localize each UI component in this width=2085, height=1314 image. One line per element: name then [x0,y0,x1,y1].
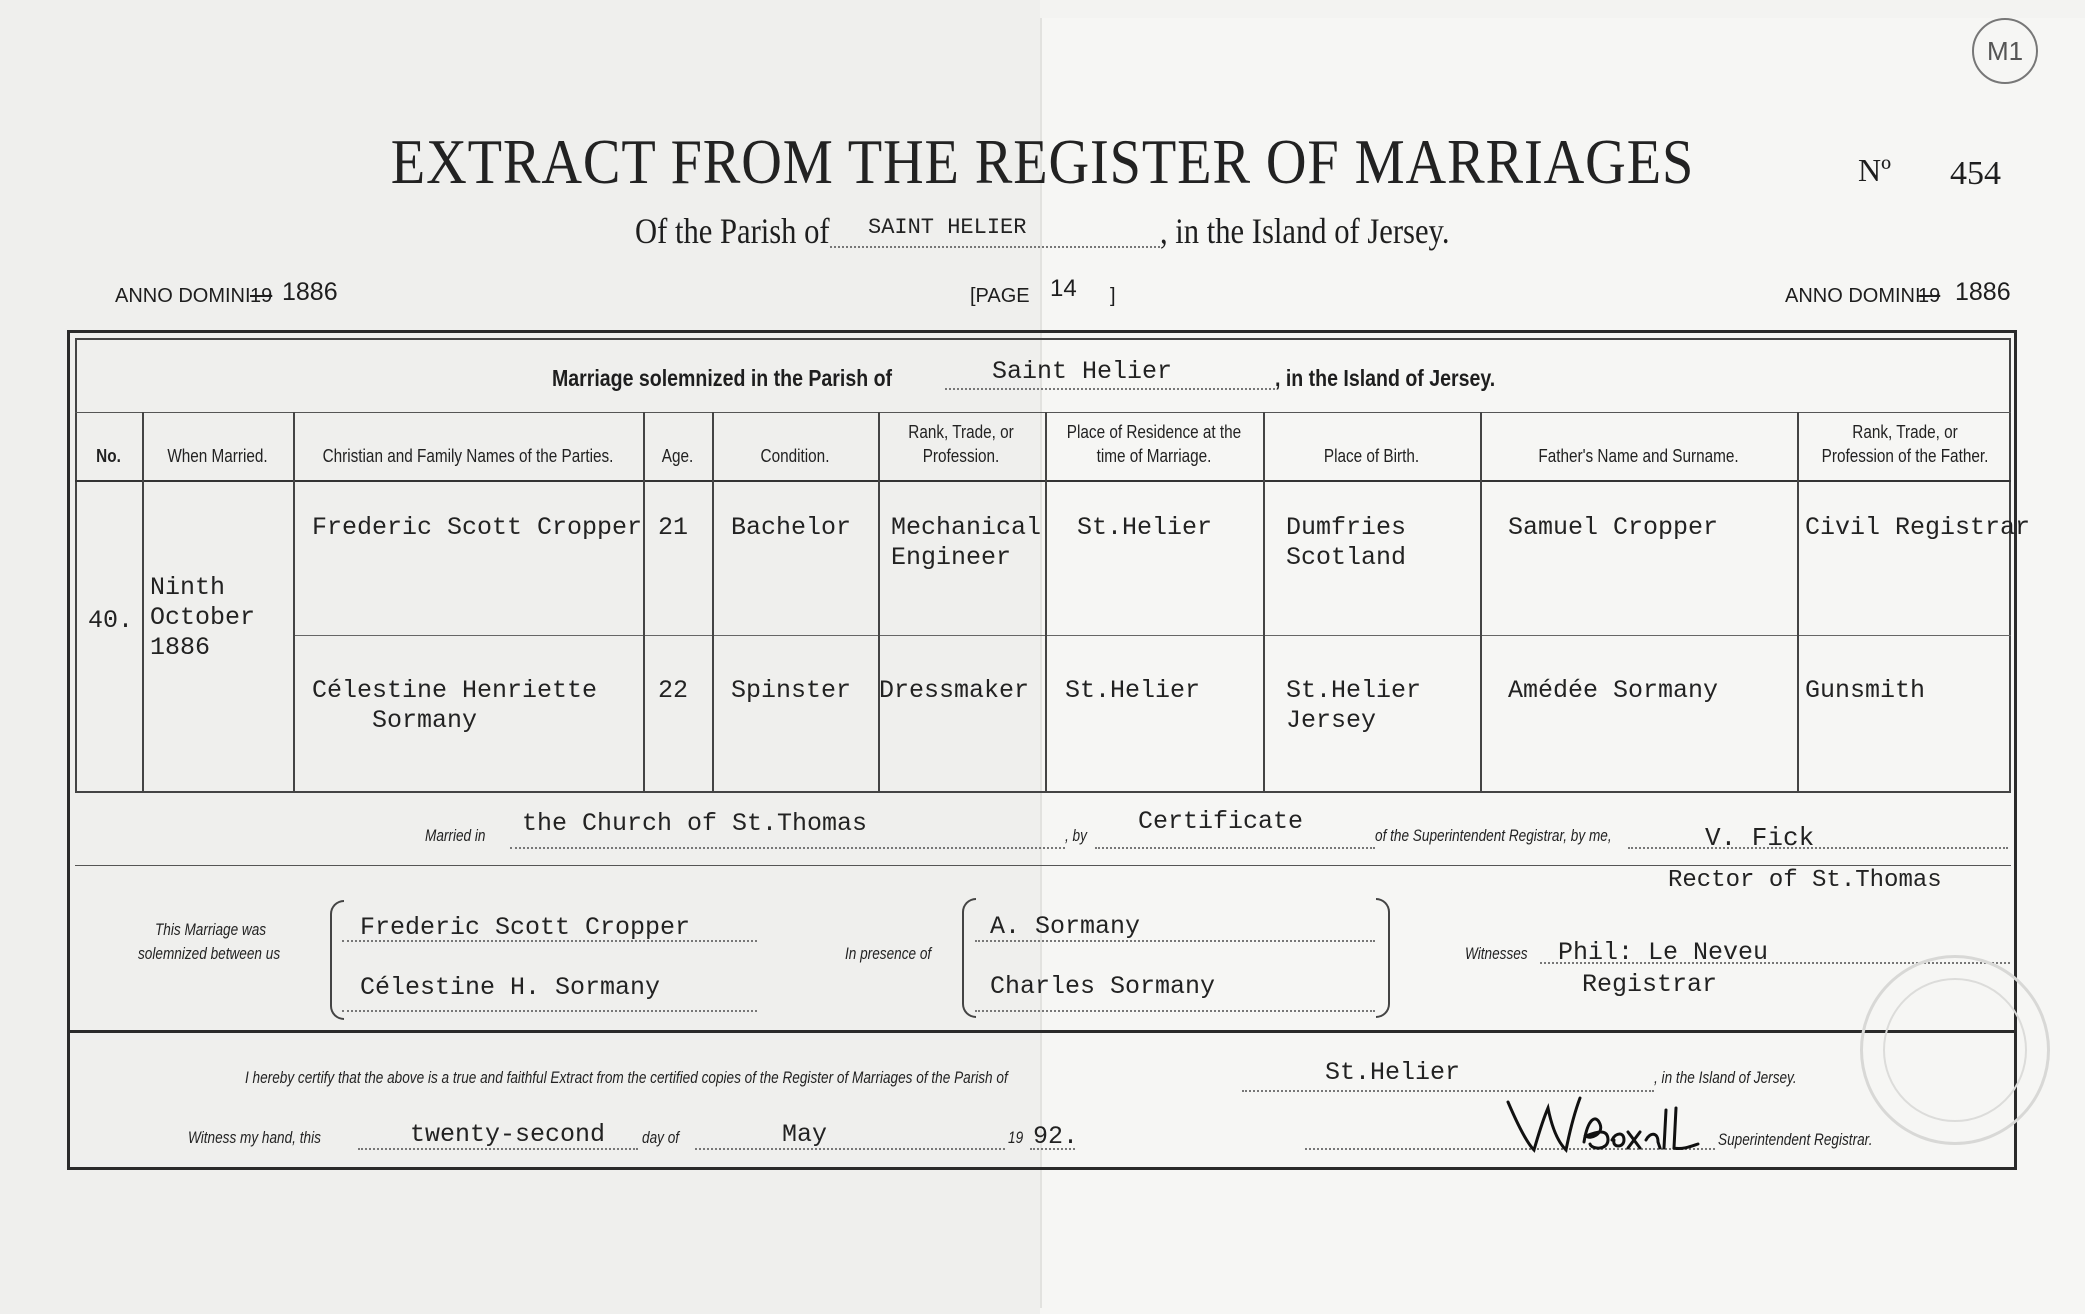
bride-father: Amédée Sormany [1508,676,1719,705]
bride-father-profession: Gunsmith [1805,676,1926,705]
certify-parish: St.Helier [1325,1058,1461,1087]
subtitle-parish: SAINT HELIER [868,215,1027,240]
certify-day: twenty-second [410,1120,606,1149]
column-header-father-profession: Rank, Trade, or Profession of the Father. [1821,422,1989,466]
between-brace [330,900,344,1020]
year-suffix: 92. [1033,1122,1079,1151]
registrar-signature [1500,1088,1700,1168]
solemnized-parish: Saint Helier [992,357,1173,386]
solemnized-prefix: Marriage solemnized in the Parish of [552,365,893,391]
corner-mark: M1 [1972,18,2038,84]
entry-frame [75,338,2011,793]
column-header-no: No. [96,446,121,466]
married-in-place: the Church of St.Thomas [522,809,868,838]
certify-month: May [782,1120,828,1149]
groom-birth-line2: Scotland [1286,543,1407,572]
embossed-seal [1860,955,2050,1145]
certify-text: I hereby certify that the above is a true and faithful Extract from the certified copies of the Register of Marriages of the Parish of [245,1068,1008,1087]
groom-condition: Bachelor [731,513,852,542]
column-header-residence: Place of Residence at the time of Marriage. [1066,422,1242,466]
witness-two: Charles Sormany [990,972,1216,1001]
entry-number: 40. [88,606,134,635]
column-header-when: When Married. [167,446,268,466]
page-open: [PAGE [970,285,1030,307]
when-year: 1886 [150,633,211,662]
column-header-profession: Rank, Trade, or Profession. [908,422,1014,466]
column-header-condition: Condition. [760,446,830,466]
anno-left-struck: 19 [250,285,273,307]
officiant-name: V. Fick [1705,823,1815,853]
subtitle-prefix: Of the Parish of [635,211,830,251]
bride-profession: Dressmaker [879,676,1030,705]
groom-profession-line2: Engineer [891,543,1012,572]
bride-name-line2: Sormany [372,706,478,735]
certify-suffix: , in the Island of Jersey. [1654,1068,1797,1087]
bride-age: 22 [658,676,689,705]
presence-brace-left [962,898,976,1018]
officiant-title: Rector of St.Thomas [1668,867,1942,894]
presence-brace-right [1376,898,1390,1018]
anno-right-year: 1886 [1955,278,2011,306]
presence-label: In presence of [845,944,932,963]
column-header-father: Father's Name and Surname. [1538,446,1739,466]
married-by: Certificate [1138,807,1304,836]
when-month: October [150,603,256,632]
witnesses-title: Registrar [1582,970,1718,999]
column-header-birth: Place of Birth. [1323,446,1420,466]
between-label-line1: This Marriage was [155,920,267,939]
subtitle-suffix: , in the Island of Jersey. [1160,211,1450,251]
between-label-line2: solemnized between us [138,944,281,963]
document-title: EXTRACT FROM THE REGISTER OF MARRIAGES [390,126,1695,197]
anno-right-struck: 19 [1918,285,1941,307]
column-header-names: Christian and Family Names of the Parties. [322,446,614,466]
groom-father-profession: Civil Registrar [1805,513,2031,542]
anno-left-year: 1886 [282,278,338,306]
bride-residence: St.Helier [1065,676,1201,705]
bride-birth-line1: St.Helier [1286,676,1422,705]
superintendent-of-label: of the Superintendent Registrar, by me, [1375,826,1612,845]
groom-age: 21 [658,513,689,542]
witness-one: A. Sormany [990,912,1141,941]
party-one: Frederic Scott Cropper [360,913,691,942]
year-prefix: 19 [1008,1128,1024,1147]
witness-hand-label: Witness my hand, this [188,1128,321,1147]
page-number: 14 [1050,275,1077,302]
bride-name-line1: Célestine Henriette [312,676,598,705]
certificate-number: 454 [1950,155,2001,192]
groom-father: Samuel Cropper [1508,513,1719,542]
groom-residence: St.Helier [1077,513,1213,542]
page-close: ] [1110,285,1116,307]
solemnized-suffix: , in the Island of Jersey. [1275,365,1496,391]
party-two: Célestine H. Sormany [360,973,661,1002]
groom-birth-line1: Dumfries [1286,513,1407,542]
groom-profession-line1: Mechanical [891,513,1042,542]
witnesses-name: Phil: Le Neveu [1558,938,1769,967]
groom-name: Frederic Scott Cropper [312,513,643,542]
day-of-label: day of [642,1128,680,1147]
anno-right-label: ANNO DOMINI [1785,285,1921,307]
bride-birth-line2: Jersey [1286,706,1377,735]
column-header-age: Age. [661,446,694,466]
bride-condition: Spinster [731,676,852,705]
superintendent-registrar-label: Superintendent Registrar. [1718,1130,1873,1149]
anno-left-label: ANNO DOMINI [115,285,251,307]
married-in-label: Married in [425,826,486,845]
when-day: Ninth [150,573,226,602]
number-label: Nº [1858,152,1892,188]
witnesses-label: Witnesses [1465,944,1528,963]
by-label: , by [1065,826,1087,845]
